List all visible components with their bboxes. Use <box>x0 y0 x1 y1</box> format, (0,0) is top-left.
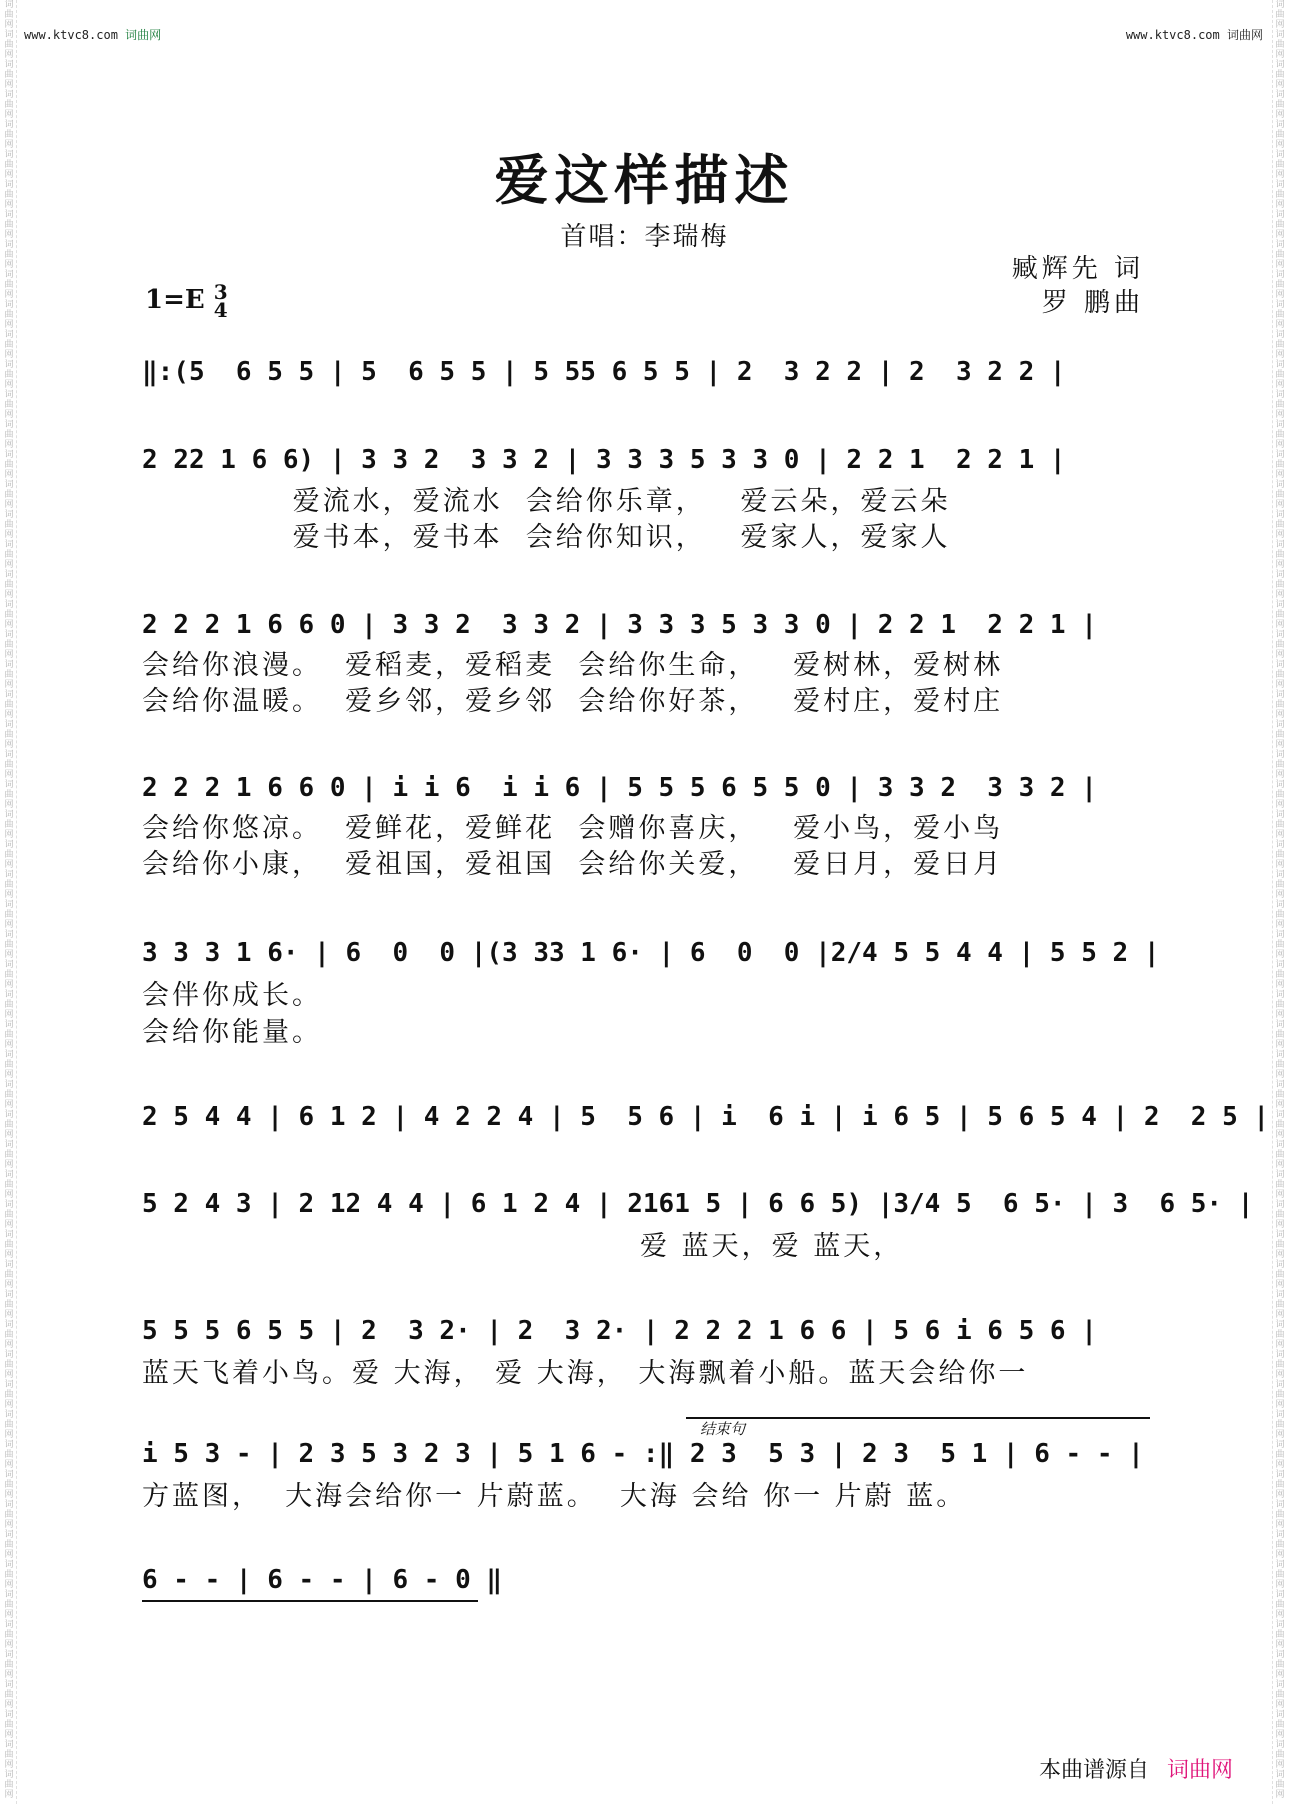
singer-credit: 首唱：李瑞梅 <box>560 222 729 252</box>
lyric-row-2-verse-2: 爱书本，爱书本 会给你知识， 爱家人，爱家人 <box>142 522 951 553</box>
time-signature-top: 3 <box>213 280 228 304</box>
lyric-row-8-verse-1: 蓝天飞着小鸟。爱 大海， 爱 大海， 大海飘着小船。蓝天会给你一 <box>142 1358 1029 1389</box>
notation-row-6: 2 5 4 4 | 6 1 2 | 4 2 2 4 | 5 5 6 | i 6 i | i 6 5 | 5 6 5 4 | 2 2 5 | <box>142 1102 1270 1132</box>
notation-row-2: 2 22 1 6 6) | 3 3 2 3 3 2 | 3 3 3 5 3 3 0 | 2 2 1 2 2 1 | <box>142 445 1066 475</box>
time-signature <box>213 280 228 322</box>
header-right-site-name: 词曲网 <box>1226 28 1263 42</box>
notation-row-8: 5 5 5 6 5 5 | 2 3 2· | 2 3 2· | 2 2 2 1 6 6 | 5 6 i 6 5 6 | <box>142 1316 1097 1346</box>
ending-bracket <box>686 1417 1150 1420</box>
lyricist-credit: 臧辉先 词 <box>1011 254 1144 284</box>
right-watermark-strip: 词曲网词曲网词曲网词曲网词曲网词曲网词曲网词曲网词曲网词曲网词曲网词曲网词曲网词曲网词曲网词曲网词曲网词曲网词曲网词曲网词曲网词曲网词曲网词曲网词曲网词曲网词曲网词曲网词曲网词曲网词曲网词曲网词曲网词曲网词曲网词曲网词曲网词曲网词曲网词曲网词曲网词曲网词曲网词曲网词曲网词曲网词曲网词曲网词曲网词曲网词曲网词曲网词曲网词曲网词曲网词曲网词曲网词曲网词曲网词曲网 <box>1272 0 1287 1804</box>
lyric-row-3-verse-2: 会给你温暖。 爱乡邻，爱乡邻 会给你好茶， 爱村庄，爱村庄 <box>142 686 1004 717</box>
notation-row-10: 6 - - | 6 - - | 6 - 0 ‖ <box>142 1565 503 1595</box>
notation-row-3: 2 2 2 1 6 6 0 | 3 3 2 3 3 2 | 3 3 3 5 3 3 0 | 2 2 1 2 2 1 | <box>142 610 1097 640</box>
footer-source <box>1039 1753 1233 1784</box>
ending-bracket-final <box>142 1600 478 1602</box>
footer-prefix: 本曲谱源自 <box>1038 1758 1149 1783</box>
lyric-row-3-verse-1: 会给你浪漫。 爱稻麦，爱稻麦 会给你生命， 爱树林，爱树林 <box>142 650 1004 681</box>
ending-label: 结束句 <box>700 1420 746 1438</box>
lyric-row-5-verse-2: 会给你能量。 <box>142 1017 322 1048</box>
key-signature <box>145 280 228 322</box>
lyric-row-4-verse-1: 会给你悠凉。 爱鲜花，爱鲜花 会赠你喜庆， 爱小鸟，爱小鸟 <box>142 813 1004 844</box>
lyric-row-5-verse-1: 会伴你成长。 <box>142 980 322 1011</box>
notation-row-5: 3 3 3 1 6· | 6 0 0 |(3 33 1 6· | 6 0 0 |2/4 5 5 4 4 | 5 5 2 | <box>142 938 1160 968</box>
left-watermark-strip: 词曲网词曲网词曲网词曲网词曲网词曲网词曲网词曲网词曲网词曲网词曲网词曲网词曲网词曲网词曲网词曲网词曲网词曲网词曲网词曲网词曲网词曲网词曲网词曲网词曲网词曲网词曲网词曲网词曲网词曲网词曲网词曲网词曲网词曲网词曲网词曲网词曲网词曲网词曲网词曲网词曲网词曲网词曲网词曲网词曲网词曲网词曲网词曲网词曲网词曲网词曲网词曲网词曲网词曲网词曲网词曲网词曲网词曲网词曲网词曲网 <box>2 0 17 1804</box>
header-left-url-text: www.ktvc8.com <box>24 28 118 42</box>
notation-row-7: 5 2 4 3 | 2 12 4 4 | 6 1 2 4 | 2161 5 | 6 6 5) |3/4 5 6 5· | 3 6 5· | <box>142 1189 1254 1219</box>
lyric-row-7-verse-1: 爱 蓝天，爱 蓝天， <box>142 1231 904 1262</box>
notation-row-4: 2 2 2 1 6 6 0 | i i 6 i i 6 | 5 5 5 6 5 5 0 | 3 3 2 3 3 2 | <box>142 773 1097 803</box>
header-left-url[interactable] <box>24 26 161 43</box>
header-right-url-text: www.ktvc8.com <box>1125 28 1220 42</box>
footer-brand-link[interactable]: 词曲网 <box>1166 1758 1233 1783</box>
notation-row-9: i 5 3 - | 2 3 5 3 2 3 | 5 1 6 - :‖ 2 3 5 3 | 2 3 5 1 | 6 - - | <box>142 1439 1144 1469</box>
lyric-row-2-verse-1: 爱流水，爱流水 会给你乐章， 爱云朵，爱云朵 <box>142 486 951 517</box>
header-right-url[interactable] <box>1126 26 1263 43</box>
time-signature-bottom: 4 <box>213 298 228 322</box>
key-label: 1=E <box>145 285 205 315</box>
lyric-row-4-verse-2: 会给你小康， 爱祖国，爱祖国 会给你关爱， 爱日月，爱日月 <box>142 849 1004 880</box>
header-left-site-name: 词曲网 <box>125 28 162 42</box>
song-title: 爱这样描述 <box>494 148 795 212</box>
lyric-row-9-verse-1: 方蓝图， 大海会给你一 片蔚蓝。 大海 会给 你一 片蔚 蓝。 <box>142 1481 967 1512</box>
notation-row-1: ‖:(5 6 5 5 | 5 6 5 5 | 5 55 6 5 5 | 2 3 2 2 | 2 3 2 2 | <box>142 357 1066 387</box>
composer-credit: 罗 鹏曲 <box>1041 288 1144 318</box>
